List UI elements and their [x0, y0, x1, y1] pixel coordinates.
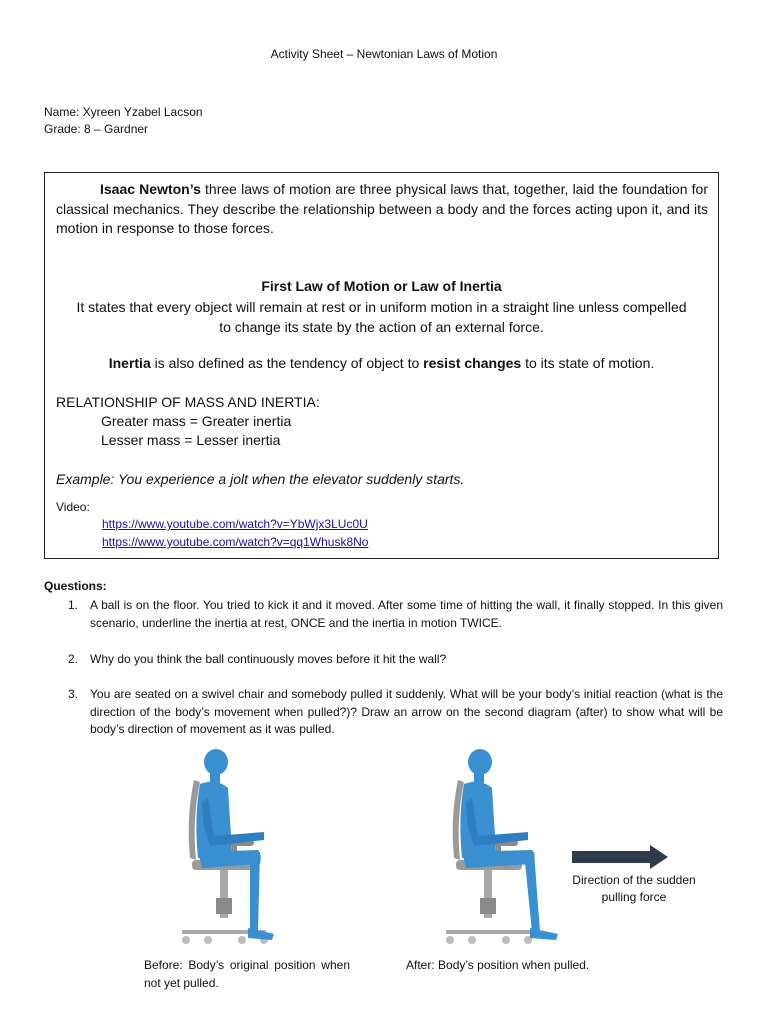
page-title: Activity Sheet – Newtonian Laws of Motion	[270, 47, 498, 61]
inertia-end: to its state of motion.	[521, 355, 655, 371]
intro-text: three laws of motion are three physical laws that, together, laid the foundation for classical mechanics. They describe the relationship between a body and the forces acting upon it, and its motion in response to those forces.	[56, 181, 708, 236]
questions-heading: Questions:	[44, 579, 107, 593]
seated-person-after-image	[436, 748, 566, 948]
question-text: Why do you think the ball continuously moves before it hit the wall?	[90, 652, 447, 666]
inertia-term: Inertia	[108, 355, 151, 371]
law-description: It states that every object will remain at rest or in uniform motion in a straight line unless compelled to change its state by the action of an external force.	[76, 299, 687, 335]
intro-bold: Isaac Newton’s	[100, 181, 201, 197]
law-title: First Law of Motion or Law of Inertia	[261, 278, 502, 294]
video-link-1[interactable]: https://www.youtube.com/watch?v=YbWjx3LUc0U	[102, 517, 368, 531]
relationship-line-2: Lesser mass = Lesser inertia	[101, 432, 281, 448]
inertia-mid: is also defined as the tendency of object to	[150, 355, 424, 371]
video-link-2[interactable]: https://www.youtube.com/watch?v=qq1Whusk8No	[102, 535, 369, 549]
question-number: 1.	[68, 598, 79, 612]
example-text: Example: You experience a jolt when the elevator suddenly starts.	[56, 471, 465, 487]
question-text: You are seated on a swivel chair and somebody pulled it suddenly. What will be your body’s initial reaction (what is the direction of the body’s movement when pulled?)? Draw an arrow on the second diagram (after) to show what will be body’s direction of movement as it was pulled.	[90, 687, 723, 736]
question-number: 2.	[68, 652, 79, 666]
question-number: 3.	[68, 687, 79, 701]
relationship-heading: RELATIONSHIP OF MASS AND INERTIA:	[56, 394, 320, 410]
arrow-label: Direction of the sudden pulling force	[572, 873, 696, 904]
inertia-resist: resist changes	[423, 355, 522, 371]
seated-person-before-image	[172, 748, 282, 948]
video-label: Video:	[56, 500, 90, 514]
question-text: A ball is on the floor. You tried to kick it and it moved. After some time of hitting the wall, it finally stopped. In this given scenario, underline the inertia at rest, ONCE and the inertia in motion TWICE.	[90, 598, 723, 630]
caption-before: Before: Body’s original position when not yet pulled.	[144, 958, 350, 990]
relationship-line-1: Greater mass = Greater inertia	[101, 413, 292, 429]
caption-after: After: Body’s position when pulled.	[406, 958, 590, 972]
pulling-force-arrow-icon	[572, 845, 668, 869]
info-box	[44, 172, 719, 559]
student-name: Name: Xyreen Yzabel Lacson	[44, 105, 203, 119]
student-grade: Grade: 8 – Gardner	[44, 122, 149, 136]
intro-paragraph	[56, 180, 708, 239]
inertia-definition	[45, 355, 718, 371]
